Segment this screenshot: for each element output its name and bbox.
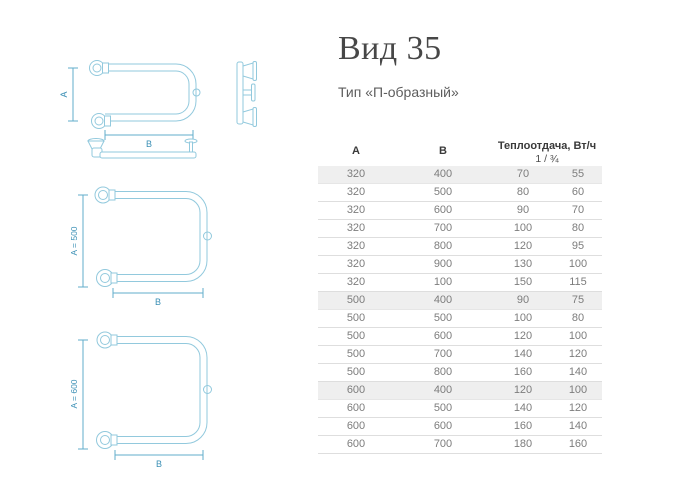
- cell-b: 500: [433, 186, 453, 198]
- column-header-heat-sub: 1 / ¾: [535, 153, 559, 165]
- cell-h1: 100: [513, 312, 533, 324]
- cell-a: 600: [346, 384, 366, 396]
- cell-a: 500: [346, 312, 366, 324]
- cell-h34: 120: [568, 348, 588, 360]
- column-header-a: A: [352, 145, 360, 157]
- dim-label-b: B: [145, 139, 153, 149]
- cell-h1: 150: [513, 276, 533, 288]
- table-row: [318, 166, 602, 184]
- cell-h1: 70: [516, 168, 530, 180]
- table-row: [318, 400, 602, 418]
- cell-b: 400: [433, 384, 453, 396]
- cell-a: 500: [346, 348, 366, 360]
- column-header-heat-title: Теплоотдача, Вт/ч: [497, 140, 597, 152]
- cell-b: 500: [433, 312, 453, 324]
- cell-a: 320: [346, 276, 366, 288]
- cell-h1: 140: [513, 402, 533, 414]
- cell-h34: 115: [569, 276, 587, 288]
- cell-b: 400: [433, 294, 453, 306]
- cell-b: 100: [433, 276, 453, 288]
- cell-b: 700: [433, 438, 453, 450]
- table-header: [318, 139, 602, 166]
- cell-h1: 90: [516, 204, 530, 216]
- table-row: [318, 436, 602, 454]
- table-row: [318, 256, 602, 274]
- cell-h1: 180: [513, 438, 533, 450]
- table-row: [318, 310, 602, 328]
- table-row: [318, 328, 602, 346]
- cell-h34: 70: [571, 204, 585, 216]
- cell-b: 400: [433, 168, 453, 180]
- table-row: [318, 220, 602, 238]
- cell-b: 700: [433, 348, 453, 360]
- cell-h34: 100: [568, 384, 588, 396]
- cell-b: 900: [433, 258, 453, 270]
- cell-b: 800: [433, 240, 453, 252]
- cell-h34: 100: [568, 258, 588, 270]
- cell-a: 600: [346, 420, 366, 432]
- table-row: [318, 382, 602, 400]
- column-header-heat: [492, 139, 602, 166]
- dim-label-b: B: [155, 459, 163, 469]
- cell-h34: 80: [571, 222, 585, 234]
- cell-h34: 75: [571, 294, 585, 306]
- cell-h34: 55: [571, 168, 585, 180]
- cell-h1: 120: [513, 330, 533, 342]
- cell-a: 600: [346, 438, 366, 450]
- dim-label-b: B: [154, 297, 162, 307]
- cell-b: 800: [433, 366, 453, 378]
- cell-a: 320: [346, 240, 366, 252]
- cell-h1: 120: [513, 384, 533, 396]
- table-row: [318, 346, 602, 364]
- table-row: [318, 292, 602, 310]
- cell-h34: 60: [571, 186, 585, 198]
- cell-b: 600: [433, 330, 453, 342]
- cell-h1: 80: [516, 186, 530, 198]
- table-row: [318, 238, 602, 256]
- cell-h1: 120: [513, 240, 533, 252]
- table-row: [318, 418, 602, 436]
- cell-h1: 130: [513, 258, 533, 270]
- cell-h1: 160: [513, 420, 533, 432]
- drawing-a600: [58, 328, 218, 476]
- cell-h34: 140: [568, 366, 588, 378]
- cell-a: 320: [346, 222, 366, 234]
- cell-b: 600: [433, 420, 453, 432]
- dim-label-a: A = 500: [69, 226, 79, 256]
- cell-a: 500: [346, 366, 366, 378]
- cell-h34: 95: [571, 240, 585, 252]
- cell-h1: 140: [513, 348, 533, 360]
- cell-a: 320: [346, 204, 366, 216]
- table-row: [318, 274, 602, 292]
- cell-h1: 160: [513, 366, 533, 378]
- table-body: [318, 166, 602, 454]
- cell-h1: 100: [513, 222, 533, 234]
- cell-a: 320: [346, 186, 366, 198]
- table-row: [318, 202, 602, 220]
- spec-table: [318, 139, 602, 454]
- cell-a: 500: [346, 330, 366, 342]
- dim-label-a: A: [59, 91, 69, 98]
- cell-h1: 90: [516, 294, 530, 306]
- page-subtitle: Тип «П-образный»: [338, 84, 459, 100]
- cell-h34: 160: [568, 438, 588, 450]
- drawing-a500: [58, 183, 218, 311]
- cell-b: 600: [433, 204, 453, 216]
- cell-a: 500: [346, 294, 366, 306]
- cell-a: 320: [346, 258, 366, 270]
- cell-a: 600: [346, 402, 366, 414]
- cell-h34: 80: [571, 312, 585, 324]
- column-header-b: B: [439, 145, 447, 157]
- table-row: [318, 364, 602, 382]
- cell-h34: 140: [568, 420, 588, 432]
- cell-h34: 120: [568, 402, 588, 414]
- table-row: [318, 184, 602, 202]
- page-title: Вид 35: [338, 30, 442, 67]
- dim-label-a: A = 600: [69, 379, 79, 409]
- drawing-overview: [30, 50, 265, 165]
- cell-b: 700: [433, 222, 453, 234]
- cell-h34: 100: [568, 330, 588, 342]
- cell-a: 320: [346, 168, 366, 180]
- cell-b: 500: [433, 402, 453, 414]
